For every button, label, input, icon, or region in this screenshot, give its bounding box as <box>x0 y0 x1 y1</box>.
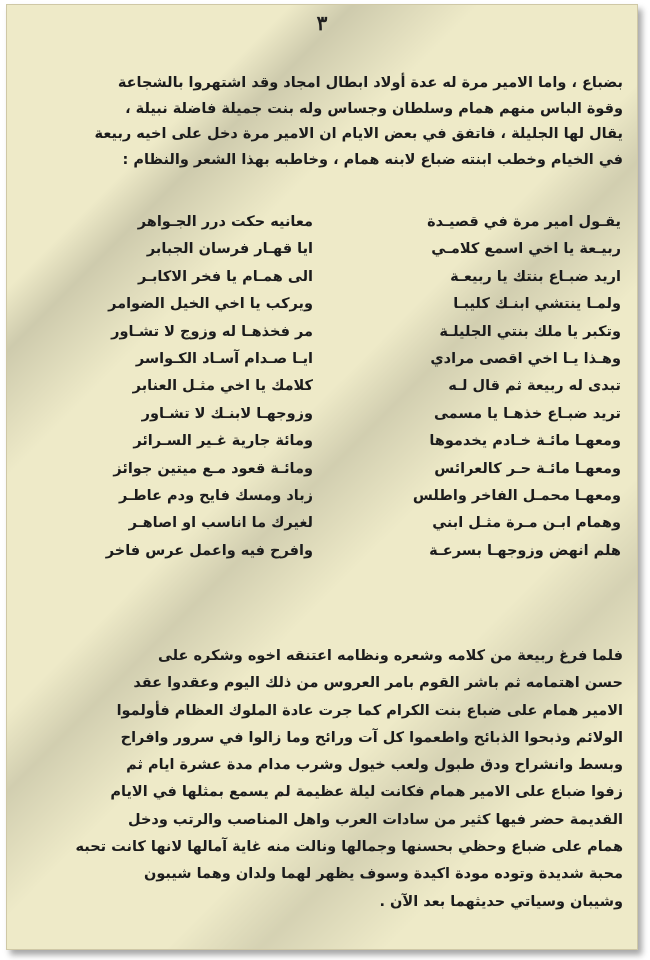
verse-first-hemistich: يقـول امير مرة في قصيـدة <box>427 214 621 230</box>
verse-second-hemistich: الى همـام يا فخر الاكابـر <box>138 268 313 285</box>
text-line: حسن اهتمامه ثم باشر القوم بامر العروس من ذلك اليوم وعقدوا عقد <box>133 675 623 692</box>
poem-verse <box>61 428 621 455</box>
verse-first-hemistich: اريد ضبـاع بنتك يا ربيعـة <box>450 268 621 285</box>
verse-first-hemistich: ولمـا ينتشي ابنـك كليبـا <box>453 296 621 313</box>
text-line: وبسط وانشراح ودق طبول ولعب خيول وشرب مدام مدة عشرة ايام ثم <box>126 757 623 774</box>
poem-verse <box>61 264 621 291</box>
poem-verse <box>61 373 621 400</box>
verse-second-hemistich: لغيرك ما اناسب او اصاهـر <box>128 515 313 532</box>
text-line: وقوة الباس منهم همام وسلطان وجساس وله بنت جميلة فاضلة نبيلة ، <box>125 100 623 117</box>
poem-verse <box>61 236 621 263</box>
verse-second-hemistich: معانيه حكت درر الجـواهر <box>137 214 313 230</box>
poem <box>61 209 621 565</box>
page-number: ٣ <box>316 11 328 35</box>
verse-first-hemistich: تريد ضبـاع خذهـا يا مسمى <box>433 405 621 422</box>
verse-second-hemistich: ويركب يا اخي الخيل الضوامر <box>108 296 313 313</box>
text-line: الامير همام على ضباع بنت الكرام كما جرت عادة الملوك العظام فأولموا <box>116 702 623 719</box>
text-line: محبة شديدة وتوده مودة اكيدة وسوف يظهر لهما ولدان وهما شيبون <box>143 866 623 883</box>
poem-verse <box>61 401 621 428</box>
verse-first-hemistich: وهـذا يـا اخي اقصى مرادي <box>430 350 621 367</box>
poem-verse <box>61 456 621 483</box>
text-line: القديمة حضر فيها كثير من سادات العرب واهل المناصب والرتب ودخل <box>128 811 623 828</box>
text-line: يقال لها الجليلة ، فاتفق في بعض الايام ان الامير مرة دخل على اخيه ربيعة <box>94 126 623 142</box>
text-line: وشيبان وسياتي حديثهما بعد الآن . <box>379 893 623 910</box>
text-line: فلما فرغ ربيعة من كلامه وشعره ونظامه اعتنقه اخوه وشكره على <box>157 648 623 664</box>
verse-second-hemistich: كلامك يا اخي مثـل العنابر <box>132 378 313 395</box>
verse-first-hemistich: ربيـعة يا اخي اسمع كلامـي <box>431 241 621 258</box>
verse-first-hemistich: هلم انهض وزوجهـا بسرعـة <box>429 542 621 559</box>
closing-paragraph <box>41 643 623 916</box>
verse-first-hemistich: ومعهـا محمـل الفاخر واطلس <box>412 487 621 504</box>
verse-second-hemistich: زباد ومسك فايح ودم عاطـر <box>118 487 313 504</box>
verse-second-hemistich: ومائة جارية غـير السـرائر <box>133 433 313 450</box>
poem-verse <box>61 483 621 510</box>
verse-second-hemistich: مر فخذهـا له وزوج لا تشـاور <box>111 323 313 340</box>
poem-verse <box>61 346 621 373</box>
poem-verse <box>61 510 621 537</box>
intro-paragraph <box>41 71 623 173</box>
verse-second-hemistich: ايـا صـدام آسـاد الكـواسر <box>135 350 313 367</box>
poem-verse <box>61 291 621 318</box>
poem-verse <box>61 209 621 236</box>
verse-first-hemistich: وهمام ابـن مـرة مثـل ابني <box>432 515 621 532</box>
verse-first-hemistich: تبدى له ربيعة ثم قال لـه <box>448 378 621 395</box>
book-page <box>6 4 638 950</box>
poem-verse <box>61 538 621 565</box>
verse-first-hemistich: وتكبر يا ملك بنتي الجليلـة <box>439 323 621 340</box>
verse-second-hemistich: وافرح فيه واعمل عرس فاخر <box>105 542 313 559</box>
text-line: بضباع ، واما الامير مرة له عدة أولاد ابطال امجاد وقد اشتهروا بالشجاعة <box>117 75 623 91</box>
verse-first-hemistich: ومعهـا مائـة حـر كالعرائس <box>434 460 621 477</box>
verse-second-hemistich: وزوجهـا لابنـك لا تشـاور <box>141 405 313 422</box>
poem-verse <box>61 319 621 346</box>
text-line: في الخيام وخطب ابنته ضباع لابنه همام ، وخاطبه بهذا الشعر والنظام : <box>122 151 623 168</box>
text-line: الولائم وذبحوا الذبائح واطعموا كل آت ورائح وما زالوا في سرور وافراح <box>120 729 623 746</box>
verse-second-hemistich: ومائـة قعود مـع ميتين جوائز <box>113 460 313 477</box>
text-line: زفوا ضباع على الامير همام فكانت ليلة عظيمة لم يسمع بمثلها في الايام <box>110 784 623 801</box>
text-line: همام على ضباع وحظي بحسنها وجمالها ونالت منه غاية آمالها لانها كانت تحبه <box>75 839 623 856</box>
verse-first-hemistich: ومعهـا مائـة خـادم يخدموها <box>429 433 621 450</box>
verse-second-hemistich: ايا قهـار فرسان الجبابر <box>146 241 313 258</box>
